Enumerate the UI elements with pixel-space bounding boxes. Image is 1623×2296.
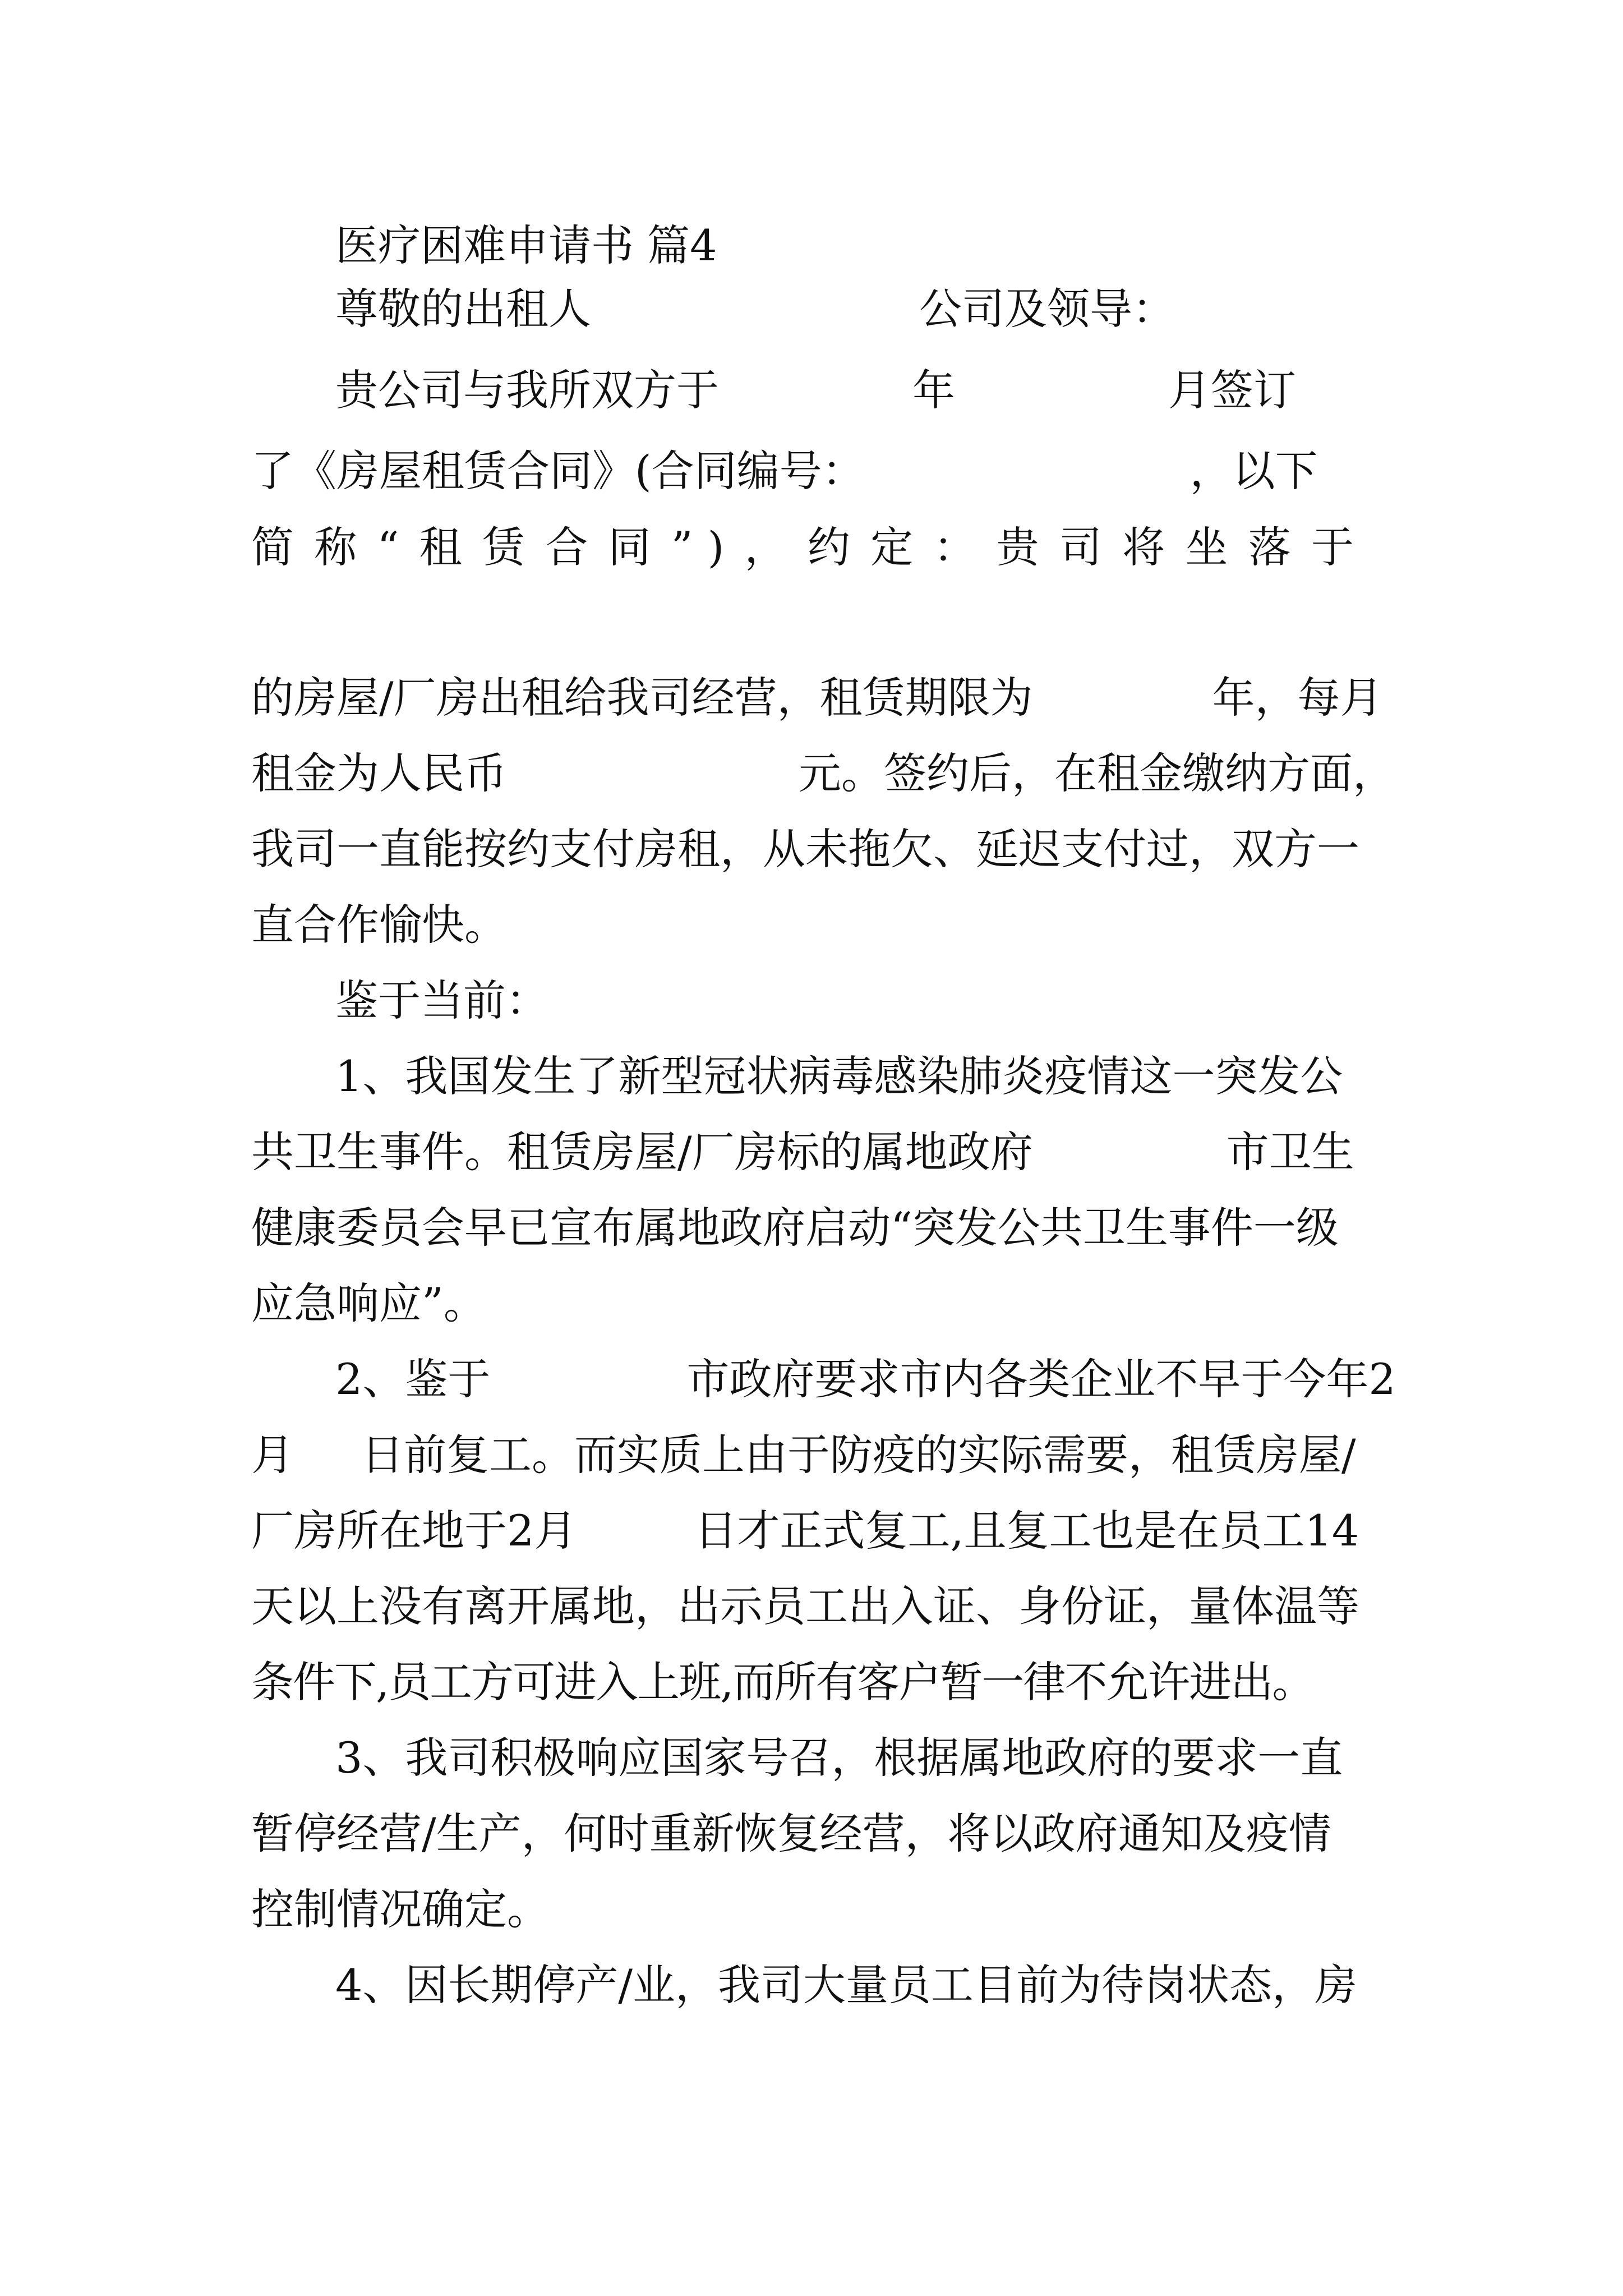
salutation-recipient: 尊敬的出租人: [335, 284, 591, 334]
list-item-line: 2、鉴于 市政府要求市内各类企业不早于今年2: [335, 1354, 1396, 1404]
list-item-line: 应急响应”。: [251, 1278, 486, 1328]
list-item-line: 3、我司积极响应国家号召，根据属地政府的要求一直: [335, 1733, 1343, 1783]
list-item-line: 条件下,员工方可进入上班,而所有客户暂一律不允许进出。: [251, 1657, 1314, 1707]
list-item-line: 共卫生事件。租赁房屋/厂房标的属地政府 市卫生: [251, 1127, 1354, 1177]
paragraph-line: 贵公司与我所双方于 年 月签订: [335, 365, 1296, 415]
paragraph-line: 鉴于当前：: [335, 976, 548, 1025]
paragraph-line: 了《房屋租赁合同》(合同编号： ，以下: [251, 446, 1318, 496]
list-item-line: 厂房所在地于2月 日才正式复工,且复工也是在员工14: [251, 1506, 1359, 1556]
list-item-line: 4、因长期停产/业，我司大量员工目前为待岗状态，房: [335, 1960, 1357, 2010]
salutation-company: 公司及领导：: [919, 284, 1175, 334]
list-item-line: 月 日前复工。而实质上由于防疫的实际需要，租赁房屋/: [251, 1430, 1356, 1480]
paragraph-line: 租金为人民币 元。签约后，在租金缴纳方面，: [251, 748, 1395, 798]
paragraph-line: 的房屋/厂房出租给我司经营，租赁期限为 年，每月: [251, 673, 1383, 723]
paragraph-line: 我司一直能按约支付房租，从未拖欠、延迟支付过，双方一: [251, 824, 1359, 874]
list-item-line: 天以上没有离开属地，出示员工出入证、身份证，量体温等: [251, 1581, 1359, 1631]
document-title: 医疗困难申请书 篇4: [335, 220, 717, 270]
list-item-line: 控制情况确定。: [251, 1884, 550, 1934]
list-item-line: 暂停经营/生产，何时重新恢复经营，将以政府通知及疫情: [251, 1809, 1331, 1858]
paragraph-line: 直合作愉快。: [251, 900, 507, 950]
salutation: [335, 275, 1457, 343]
paragraph-line: 简称“租赁合同”)，约定：贵司将坐落于: [251, 522, 1368, 572]
list-item-line: 健康委员会早已宣布属地政府启动“突发公共卫生事件一级: [251, 1203, 1339, 1253]
list-item-line: 1、我国发生了新型冠状病毒感染肺炎疫情这一突发公: [335, 1051, 1343, 1101]
